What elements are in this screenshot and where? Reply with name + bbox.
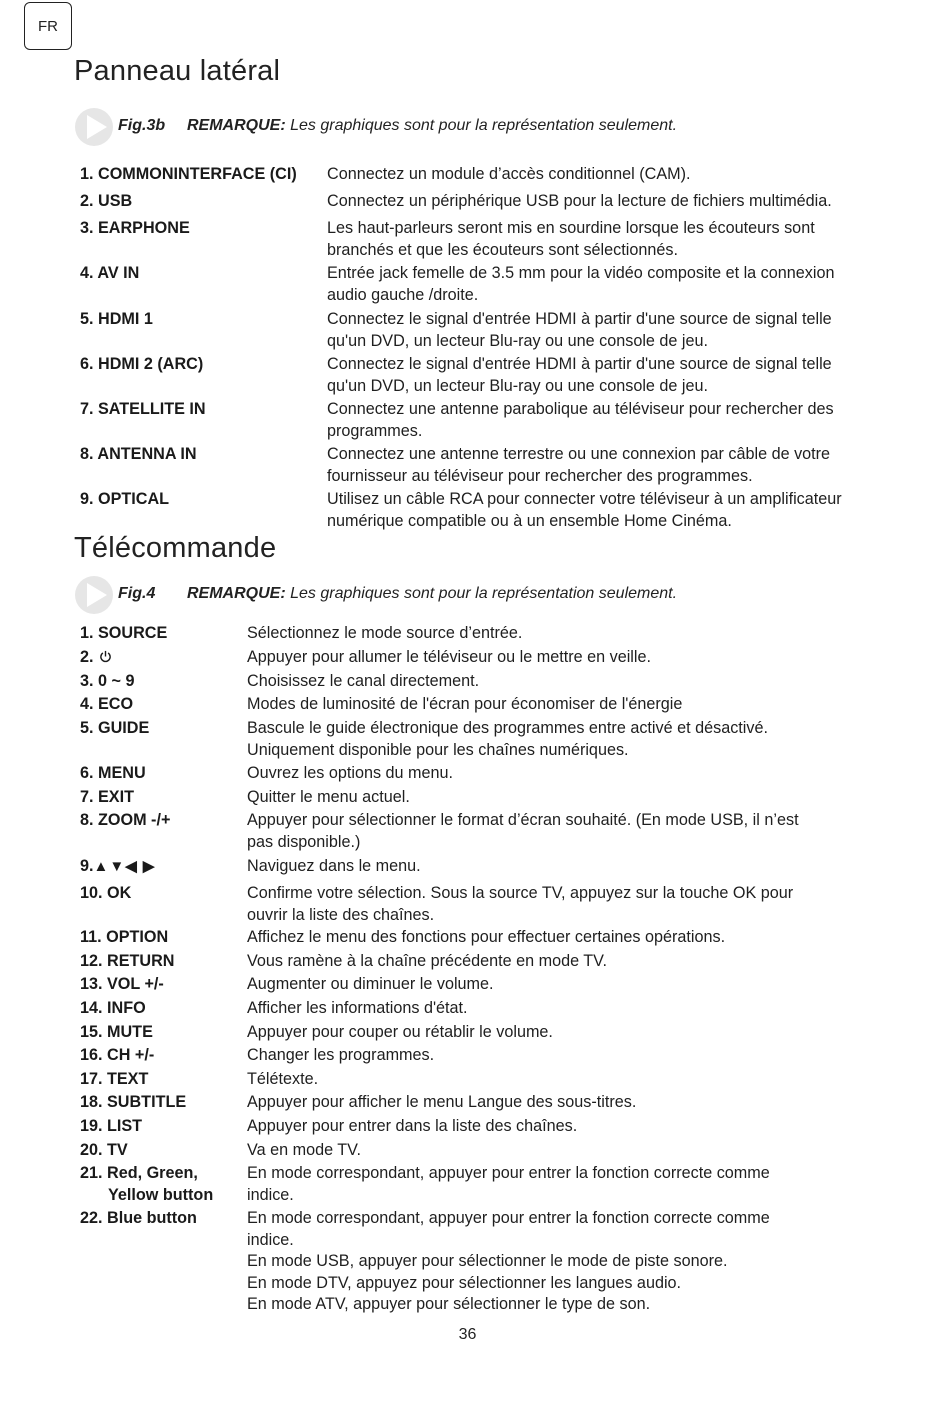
description-line: numérique compatible ou à un ensemble Home Cinéma. (327, 511, 732, 530)
description-line: Appuyer pour afficher le menu Langue des sous-titres. (247, 1093, 637, 1111)
item-description (247, 810, 847, 853)
item-key (80, 489, 169, 511)
description-line: Connectez une antenne parabolique au téléviseur pour rechercher des (327, 400, 834, 418)
item-key (80, 623, 167, 645)
item-key (80, 883, 131, 905)
item-key (80, 951, 174, 973)
description-line: indice. (247, 1185, 294, 1204)
description-line: Entrée jack femelle de 3.5 mm pour la vidéo composite et la connexion (327, 264, 835, 282)
item-key (80, 1092, 186, 1114)
item-description (247, 763, 847, 785)
note-body: Les graphiques sont pour la représentation seulement. (290, 585, 678, 602)
item-key-label: 16. CH +/- (80, 1046, 155, 1064)
page-number: 36 (458, 1326, 477, 1343)
item-key-label: 4. AV IN (80, 264, 140, 282)
item-key-label: 11. OPTION (80, 928, 169, 946)
item-key (80, 718, 149, 740)
note-label: REMARQUE: (187, 585, 286, 602)
item-key (80, 1163, 213, 1206)
description-line: Connectez le signal d'entrée HDMI à partir d'une source de signal telle (327, 355, 832, 373)
item-key-label: 8. ZOOM -/+ (80, 811, 171, 829)
description-line: Va en mode TV. (247, 1141, 361, 1159)
item-key (80, 191, 132, 213)
item-key-label: 19. LIST (80, 1117, 143, 1135)
description-line: Affichez le menu des fonctions pour effectuer certaines opérations. (247, 928, 726, 946)
item-key-label-continued: Yellow button (108, 1185, 214, 1204)
item-key (80, 309, 153, 331)
description-line: Vous ramène à la chaîne précédente en mode TV. (247, 952, 607, 970)
description-line: branchés et que les écouteurs sont sélectionnés. (327, 240, 678, 259)
description-line: ouvrir la liste des chaînes. (247, 905, 435, 924)
item-key (80, 810, 170, 832)
description-line: En mode USB, appuyer pour sélectionner le mode de piste sonore. (247, 1252, 728, 1271)
navigation-arrows-icon: ▲▼◀ ▶ (93, 858, 156, 875)
description-line: Connectez un périphérique USB pour la lecture de fichiers multimédia. (327, 192, 832, 210)
item-key (80, 218, 190, 240)
description-line: Appuyer pour couper ou rétablir le volume. (247, 1023, 553, 1041)
description-line: fournisseur au téléviseur pour rechercher des programmes. (327, 466, 753, 485)
item-key (80, 263, 139, 285)
note-body: Les graphiques sont pour la représentation seulement. (290, 117, 678, 134)
item-description (247, 1022, 847, 1044)
item-description (247, 951, 847, 973)
description-line: En mode ATV, appuyer pour sélectionner le type de son. (247, 1295, 651, 1314)
item-description (327, 489, 867, 532)
item-key-label: 5. GUIDE (80, 719, 150, 737)
item-key (80, 974, 164, 996)
description-line: indice. (247, 1230, 294, 1249)
item-description (247, 694, 847, 716)
description-line: Modes de luminosité de l'écran pour économiser de l'énergie (247, 695, 683, 713)
item-key-label: 4. ECO (80, 695, 134, 713)
item-key-label: 10. OK (80, 884, 132, 902)
item-key (80, 354, 203, 376)
item-key-label: 22. Blue button (80, 1209, 197, 1227)
item-description (247, 787, 847, 809)
item-key-label: 6. MENU (80, 764, 146, 782)
note-text (187, 117, 677, 135)
description-line: Confirme votre sélection. Sous la source TV, appuyez sur la touche OK pour (247, 884, 794, 902)
item-description (247, 1163, 847, 1206)
item-key-label: 1. SOURCE (80, 624, 168, 642)
item-key (80, 927, 168, 949)
description-line: Uniquement disponible pour les chaînes numériques. (247, 740, 629, 759)
item-key-label: 8. ANTENNA IN (80, 445, 197, 463)
item-description (247, 1045, 847, 1067)
description-line: En mode correspondant, appuyer pour entrer la fonction correcte comme (247, 1209, 770, 1227)
description-line: Les haut-parleurs seront mis en sourdine lorsque les écouteurs sont (327, 219, 815, 237)
item-description (247, 623, 847, 645)
item-description (247, 883, 847, 926)
item-key (80, 1069, 148, 1091)
item-key (80, 998, 146, 1020)
item-key (80, 856, 155, 878)
item-key-label: 6. HDMI 2 (ARC) (80, 355, 204, 373)
description-line: Ouvrez les options du menu. (247, 764, 454, 782)
item-key-label: 2. (80, 648, 94, 666)
item-description (247, 998, 847, 1020)
description-line: Appuyer pour sélectionner le format d’écran souhaité. (En mode USB, il n’est (247, 811, 799, 829)
item-key-label: 20. TV (80, 1141, 128, 1159)
item-key (80, 1022, 153, 1044)
play-icon (74, 575, 114, 615)
description-line: Appuyer pour allumer le téléviseur ou le mettre en veille. (247, 648, 651, 666)
item-key-label: 1. COMMONINTERFACE (CI) (80, 165, 297, 183)
description-line: qu'un DVD, un lecteur Blu-ray ou une console de jeu. (327, 331, 709, 350)
item-description (327, 263, 867, 306)
item-key-label: 7. SATELLITE IN (80, 400, 206, 418)
note-text (187, 585, 677, 603)
item-key (80, 787, 134, 809)
figure-label: Fig.4 (118, 585, 156, 602)
description-line: pas disponible.) (247, 832, 361, 851)
description-line: Quitter le menu actuel. (247, 788, 410, 806)
item-description (327, 399, 867, 442)
description-line: Augmenter ou diminuer le volume. (247, 975, 494, 993)
item-description (327, 191, 867, 213)
note-label: REMARQUE: (187, 117, 286, 134)
item-key (80, 399, 206, 421)
language-badge: FR (24, 2, 72, 50)
description-line: Télétexte. (247, 1070, 319, 1088)
figure-label: Fig.3b (118, 117, 166, 134)
description-line: Connectez le signal d'entrée HDMI à partir d'une source de signal telle (327, 310, 832, 328)
item-description (327, 354, 867, 397)
item-description (327, 164, 867, 186)
remote-title: Télécommande (74, 532, 277, 564)
description-line: En mode DTV, appuyez pour sélectionner les langues audio. (247, 1273, 682, 1292)
play-icon (74, 107, 114, 147)
item-key (80, 444, 197, 466)
item-description (247, 1140, 847, 1162)
item-key-label: 5. HDMI 1 (80, 310, 153, 328)
description-line: Bascule le guide électronique des programmes entre activé et désactivé. (247, 719, 768, 737)
item-key-label: 14. INFO (80, 999, 146, 1017)
item-description (247, 927, 847, 949)
item-description (327, 218, 867, 261)
side-panel-title: Panneau latéral (74, 55, 281, 87)
description-line: Choisissez le canal directement. (247, 672, 480, 690)
item-key (80, 164, 297, 186)
item-key-label: 9. OPTICAL (80, 490, 170, 508)
item-key-label: 18. SUBTITLE (80, 1093, 187, 1111)
item-description (247, 856, 847, 878)
item-description (247, 647, 847, 669)
power-icon (99, 650, 112, 663)
item-key-label: 17. TEXT (80, 1070, 149, 1088)
item-key-label: 3. EARPHONE (80, 219, 190, 237)
item-key-label: 13. VOL +/- (80, 975, 164, 993)
item-description (247, 1069, 847, 1091)
item-key (80, 647, 112, 669)
item-key (80, 694, 133, 716)
item-description (327, 444, 867, 487)
description-line: audio gauche /droite. (327, 285, 479, 304)
side-panel-note (74, 107, 874, 147)
description-line: Changer les programmes. (247, 1046, 435, 1064)
description-line: Connectez une antenne terrestre ou une connexion par câble de votre (327, 445, 831, 463)
item-key (80, 1045, 154, 1067)
item-description (327, 309, 867, 352)
description-line: En mode correspondant, appuyer pour entrer la fonction correcte comme (247, 1164, 770, 1182)
item-key-label: 2. USB (80, 192, 133, 210)
item-key (80, 1140, 128, 1162)
item-description (247, 1092, 847, 1114)
item-key-label: 15. MUTE (80, 1023, 153, 1041)
item-description (247, 718, 847, 761)
item-key (80, 671, 134, 693)
remote-note (74, 575, 874, 615)
item-key-label: 12. RETURN (80, 952, 175, 970)
description-line: qu'un DVD, un lecteur Blu-ray ou une console de jeu. (327, 376, 709, 395)
item-description (247, 1208, 847, 1316)
description-line: Connectez un module d’accès conditionnel (CAM). (327, 165, 691, 183)
item-key-label: 7. EXIT (80, 788, 134, 806)
item-key (80, 1208, 197, 1230)
item-description (247, 974, 847, 996)
description-line: programmes. (327, 421, 423, 440)
description-line: Appuyer pour entrer dans la liste des chaînes. (247, 1117, 578, 1135)
item-key (80, 763, 146, 785)
item-description (247, 671, 847, 693)
item-key-label: 21. Red, Green, (80, 1164, 198, 1182)
item-key-label: 3. 0 ~ 9 (80, 672, 135, 690)
item-key (80, 1116, 142, 1138)
item-key-label: 9. (80, 857, 94, 875)
description-line: Naviguez dans le menu. (247, 857, 421, 875)
description-line: Afficher les informations d'état. (247, 999, 468, 1017)
description-line: Sélectionnez le mode source d’entrée. (247, 624, 523, 642)
description-line: Utilisez un câble RCA pour connecter votre téléviseur à un amplificateur (327, 490, 842, 508)
item-description (247, 1116, 847, 1138)
